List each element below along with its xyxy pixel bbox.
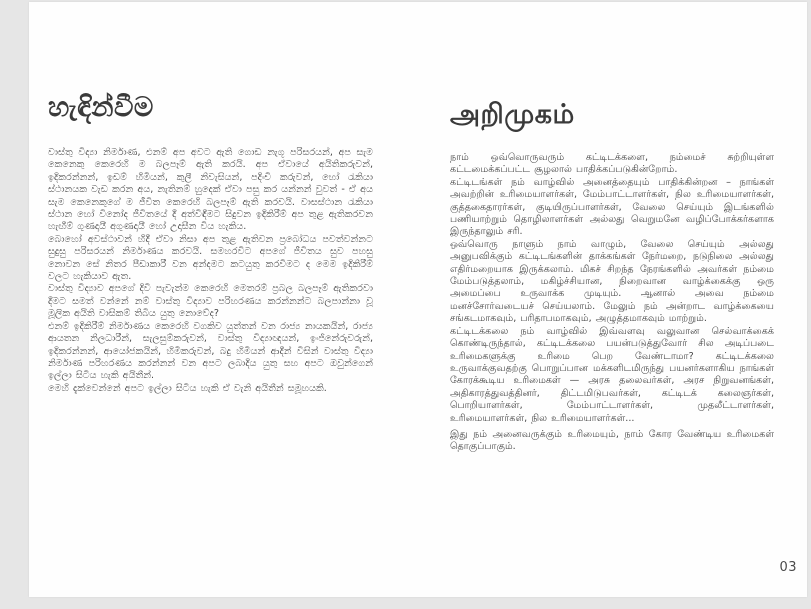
sinhala-paragraph-1: වාස්තු විද්‍යා නිර්මාණ, එනම් අප අවට ඇති ගොඩ නැගූ පරිසරයන්, අප සැම කෙනෙකු කෙරෙහි ම බලපෑම් ඇති කරයි. අප ඒවායේ අයිතිකරුවන්, ඉදිකරන්නන්, ඉඩම් හිමියන්, කුලී නිවැසියන්, පදිංචි කරුවන්, හෝ රැකියා ස්ථානයක වැඩ කරන අය, නැතිනම් හුදෙක් ඒවා පසු කර යන්නන් වුවත් - ඒ අය සැම කෙනෙකුගේ ම ජීවිත කෙරෙහි බලපෑම් ඇති කරවයි. වාසස්ථාන රැකියා ස්ථාන හෝ විනෝද ජීවිතයේ දී අත්විඳීමට සිදුවන ඉදිකිරීම් අප තුළ ඇතිකරවන හැඟීම් ගුණදායී අගුණදායී හෝ උදාසීන විය හැකිය. bbox=[48, 147, 373, 233]
sinhala-paragraph-2: බොහෝ අවස්ථාවන් හිදී ඒවා නිසා අප තුළ ඇතිවන ප්‍රබෝධය පවත්වන්නට සුදුසු පරිසරයන් නිර්මාණය කරවයි. සමහරවිට අපගේ ජීවිතය සුව පහසු නොවන සේ නිතර පීඩාකාරී වන අන්දමට කටයුතු කරවීමට ද මෙම ඉදිකිරීම් වලට හැකියාව ඇත. bbox=[48, 233, 373, 283]
document-page bbox=[29, 2, 807, 597]
tamil-paragraph-3: ஒவ்வொரு நாளும் நாம் வாழும், வேலை செய்யும் அல்லது அனுபவிக்கும் கட்டிடங்களின் தாக்கங்கள் நேர்மறை, நடுநிலை அல்லது எதிர்மறையாக இருக்கலாம். மிகச் சிறந்த நேரங்களில் அவர்கள் நம்மை மேம்படுத்தலாம், மகிழ்ச்சியான, நிறைவான வாழ்க்கைக்கு ஒரு அமைப்பை உருவாக்க முடியும். ஆனால் அவை நம்மை மனச்சோர்வடையச் செய்யலாம். மேலும் நம் அன்றாட வாழ்க்கையை சங்கடமாகவும், பரிதாபமாகவும், அழுத்தமாகவும் மாற்றும். bbox=[450, 238, 774, 325]
sinhala-paragraph-3: වාස්තු විද්‍යාව අපගේ දිවි පැවැත්ම කෙරෙහි මෙතරම් ප්‍රබල බලපෑම් ඇතිකරවා දීමට සමත් වන්නේ නම් වාස්තු විද්‍යාව පරිහරණය කරන්නන්ට බලපාන්නා වූ මූලික අයිති වාසිකම් තිබිය යුතු නොවේද? bbox=[48, 283, 373, 320]
tamil-heading: அறிமுகம் bbox=[450, 99, 575, 130]
tamil-body bbox=[450, 152, 774, 454]
tamil-paragraph-1: நாம் ஒவ்வொருவரும் கட்டிடக்களை, நம்மைச் சுற்றியுள்ள கட்டமைக்கப்பட்ட சூழலால் பாதிக்கப்படுகின்றோம். bbox=[450, 152, 774, 176]
page-number: 03 bbox=[779, 560, 797, 575]
sinhala-paragraph-5: මෙහි දැක්වෙන්නේ අපට ඉල්ලා සිටිය හැකි ඒ වැනි අයිතීන් සමූහයකි. bbox=[48, 382, 327, 394]
sinhala-body bbox=[48, 147, 373, 395]
tamil-paragraph-2: கட்டிடங்கள் நம் வாழ்வில் அனைத்தையும் பாதிக்கின்றன – நாங்கள் அவற்றின் உரிமையாளர்கள், மேம்பாட்டாளர்கள், நில உரிமையாளர்கள், குத்தகைதாரர்கள், குடியிருப்பாளர்கள், வேலை செய்யும் இடங்களில் பணியாற்றும் தொழிலாளர்கள் அல்லது வெறுமனே வழிப்போக்கர்களாக இருந்தாலும் சரி. bbox=[450, 176, 774, 238]
tamil-paragraph-5: இது நம் அனைவருக்கும் உரிமையும், நாம் கோர வேண்டிய உரிமைகள் தொகுப்பாகும். bbox=[450, 428, 774, 453]
sinhala-heading: හැඳින්වීම bbox=[48, 92, 154, 123]
sinhala-paragraph-4: එනම් ඉදිකිරීම් නිර්මාණය කෙරෙහි වගකිව යුත්තන් වන රාජ්‍ය නායකයින්, රාජ්‍ය ආයතන නිලධාරීන්, සැලසුම්කරුවන්, වාස්තු විද්‍යාඥයන්, ඉංජිනේරුවරුන්, ඉදිකරන්නන්, ආයෝජකයින්, හිමිකරුවන්, බදු හිමියන් ආදීන් විසින් වාස්තු විද්‍යා නිර්මාණ පරිහරණය කරන්නන් වන අපට ලබාදිය යුතු සහ අපට ඔවුන්ගෙන් ඉල්ලා සිටිය හැකි අයිතීන්. bbox=[48, 320, 373, 382]
tamil-paragraph-4: கட்டிடக்கலை நம் வாழ்வில் இவ்வளவு வலுவான செல்வாக்கைக் கொண்டிருந்தால், கட்டிடக்கலை பயன்படுத்துவோர் சில அடிப்படை உரிமைகளுக்கு உரிமை பெற வேண்டாமா? கட்டிடக்கலை உருவாக்குவதற்கு பொறுப்பான மக்களிடமிருந்து பயனர்களாகிய நாங்கள் கோரக்கூடிய உரிமைகள் — அரசு தலைவர்கள், அரச நிறுவனங்கள், அதிகாரத்துவத்தினர், திட்டமிடுபவர்கள், கட்டிடக் கலைஞர்கள், பொறியாளர்கள், மேம்பாட்டாளர்கள், முதலீட்டாளர்கள், உரிமையாளர்கள், நில உரிமையாளர்கள்... bbox=[450, 325, 774, 424]
